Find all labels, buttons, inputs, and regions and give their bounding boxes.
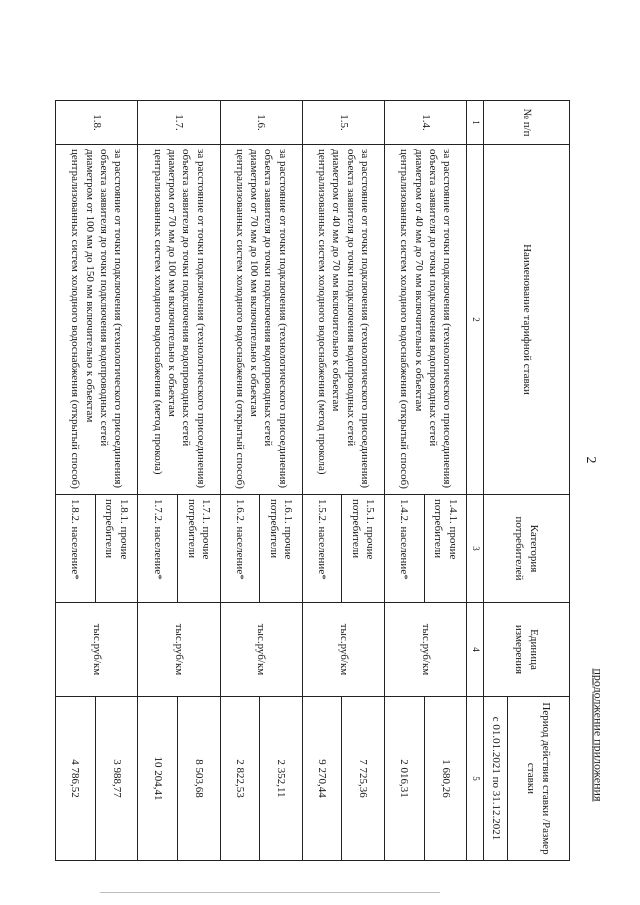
consumer-category: 1.4.1. прочие потребители	[424, 495, 467, 603]
rate-name: за расстояние от точки подключения (технологического присоединения) объекта заявителя до точки подключения водопроводных сетей диаметром от 70 мм до 100 мм включительно к объектам централизованных систем холодного водоснабжения (открытый способ)	[220, 145, 302, 495]
rate-name: за расстояние от точки подключения (технологического присоединения) объекта заявителя до точки подключения водопроводных сетей диаметром от 70 мм до 100 мм включительно к объектам централизованных систем холодного водоснабжения (метод прокола)	[138, 145, 220, 495]
rate-value: 8 503,68	[177, 697, 220, 861]
rate-value: 7 725,36	[342, 697, 385, 861]
index-cell: 4	[467, 603, 484, 697]
row-number: 1.6.	[220, 101, 302, 145]
row-number: 1.5.	[302, 101, 384, 145]
unit-of-measure: тыс.руб/км	[56, 603, 138, 697]
consumer-category: 1.5.1. прочие потребители	[342, 495, 385, 603]
unit-of-measure: тыс.руб/км	[302, 603, 384, 697]
rate-value: 9 270,44	[302, 697, 341, 861]
rate-value: 2 822,53	[220, 697, 259, 861]
header-period: Период действия ставки /Размер ставки	[508, 697, 570, 861]
index-cell: 5	[467, 697, 484, 861]
tariff-table	[55, 100, 570, 861]
index-cell: 1	[467, 101, 484, 145]
table-row	[260, 101, 303, 861]
unit-of-measure: тыс.руб/км	[220, 603, 302, 697]
consumer-category: 1.6.1. прочие потребители	[260, 495, 303, 603]
table-row	[424, 101, 467, 861]
rotated-table-container	[55, 100, 570, 860]
page-number: 2	[583, 456, 598, 464]
rate-value: 1 680,26	[424, 697, 467, 861]
row-number: 1.4.	[385, 101, 467, 145]
consumer-category: 1.4.2. население*	[385, 495, 424, 603]
index-cell: 3	[467, 495, 484, 603]
unit-of-measure: тыс.руб/км	[138, 603, 220, 697]
appendix-continuation-note: продолжение приложения	[591, 668, 606, 802]
unit-of-measure: тыс.руб/км	[385, 603, 467, 697]
header-category: Категория потребителей	[484, 495, 570, 603]
consumer-category: 1.8.2. население*	[56, 495, 96, 603]
index-cell: 2	[467, 145, 484, 495]
scan-artifact-line	[100, 892, 440, 893]
rate-value: 10 204,41	[138, 697, 177, 861]
rate-value: 2 352,11	[260, 697, 303, 861]
header-period-range: с 01.01.2021 по 31.12.2021	[484, 697, 508, 861]
rate-name: за расстояние от точки подключения (технологического присоединения) объекта заявителя до точки подключения водопроводных сетей диаметром от 100 мм до 150 мм включительно к объектам централизованных систем холодного водоснабжения (открытый способ)	[56, 145, 138, 495]
rate-name: за расстояние от точки подключения (технологического присоединения) объекта заявителя до точки подключения водопроводных сетей диаметром от 40 мм до 70 мм включительно к объектам централизованных систем холодного водоснабжения (метод прокола)	[302, 145, 384, 495]
table-row	[342, 101, 385, 861]
table-row	[177, 101, 220, 861]
rate-value: 4 786,52	[56, 697, 96, 861]
header-unit: Единица измерения	[484, 603, 570, 697]
rate-value: 3 988,77	[95, 697, 138, 861]
consumer-category: 1.8.1. прочие потребители	[95, 495, 138, 603]
header-name: Наименование тарифной ставки	[484, 145, 570, 495]
consumer-category: 1.6.2. население*	[220, 495, 259, 603]
consumer-category: 1.7.2. население*	[138, 495, 177, 603]
rate-name: за расстояние от точки подключения (технологического присоединения) объекта заявителя до точки подключения водопроводных сетей диаметром от 40 мм до 70 мм включительно к объектам централизованных систем холодного водоснабжения (открытый способ)	[385, 145, 467, 495]
header-num: № п/п	[484, 101, 570, 145]
row-number: 1.7.	[138, 101, 220, 145]
row-number: 1.8.	[56, 101, 138, 145]
consumer-category: 1.5.2. население*	[302, 495, 341, 603]
rate-value: 2 016,31	[385, 697, 424, 861]
table-row	[95, 101, 138, 861]
consumer-category: 1.7.1. прочие потребители	[177, 495, 220, 603]
